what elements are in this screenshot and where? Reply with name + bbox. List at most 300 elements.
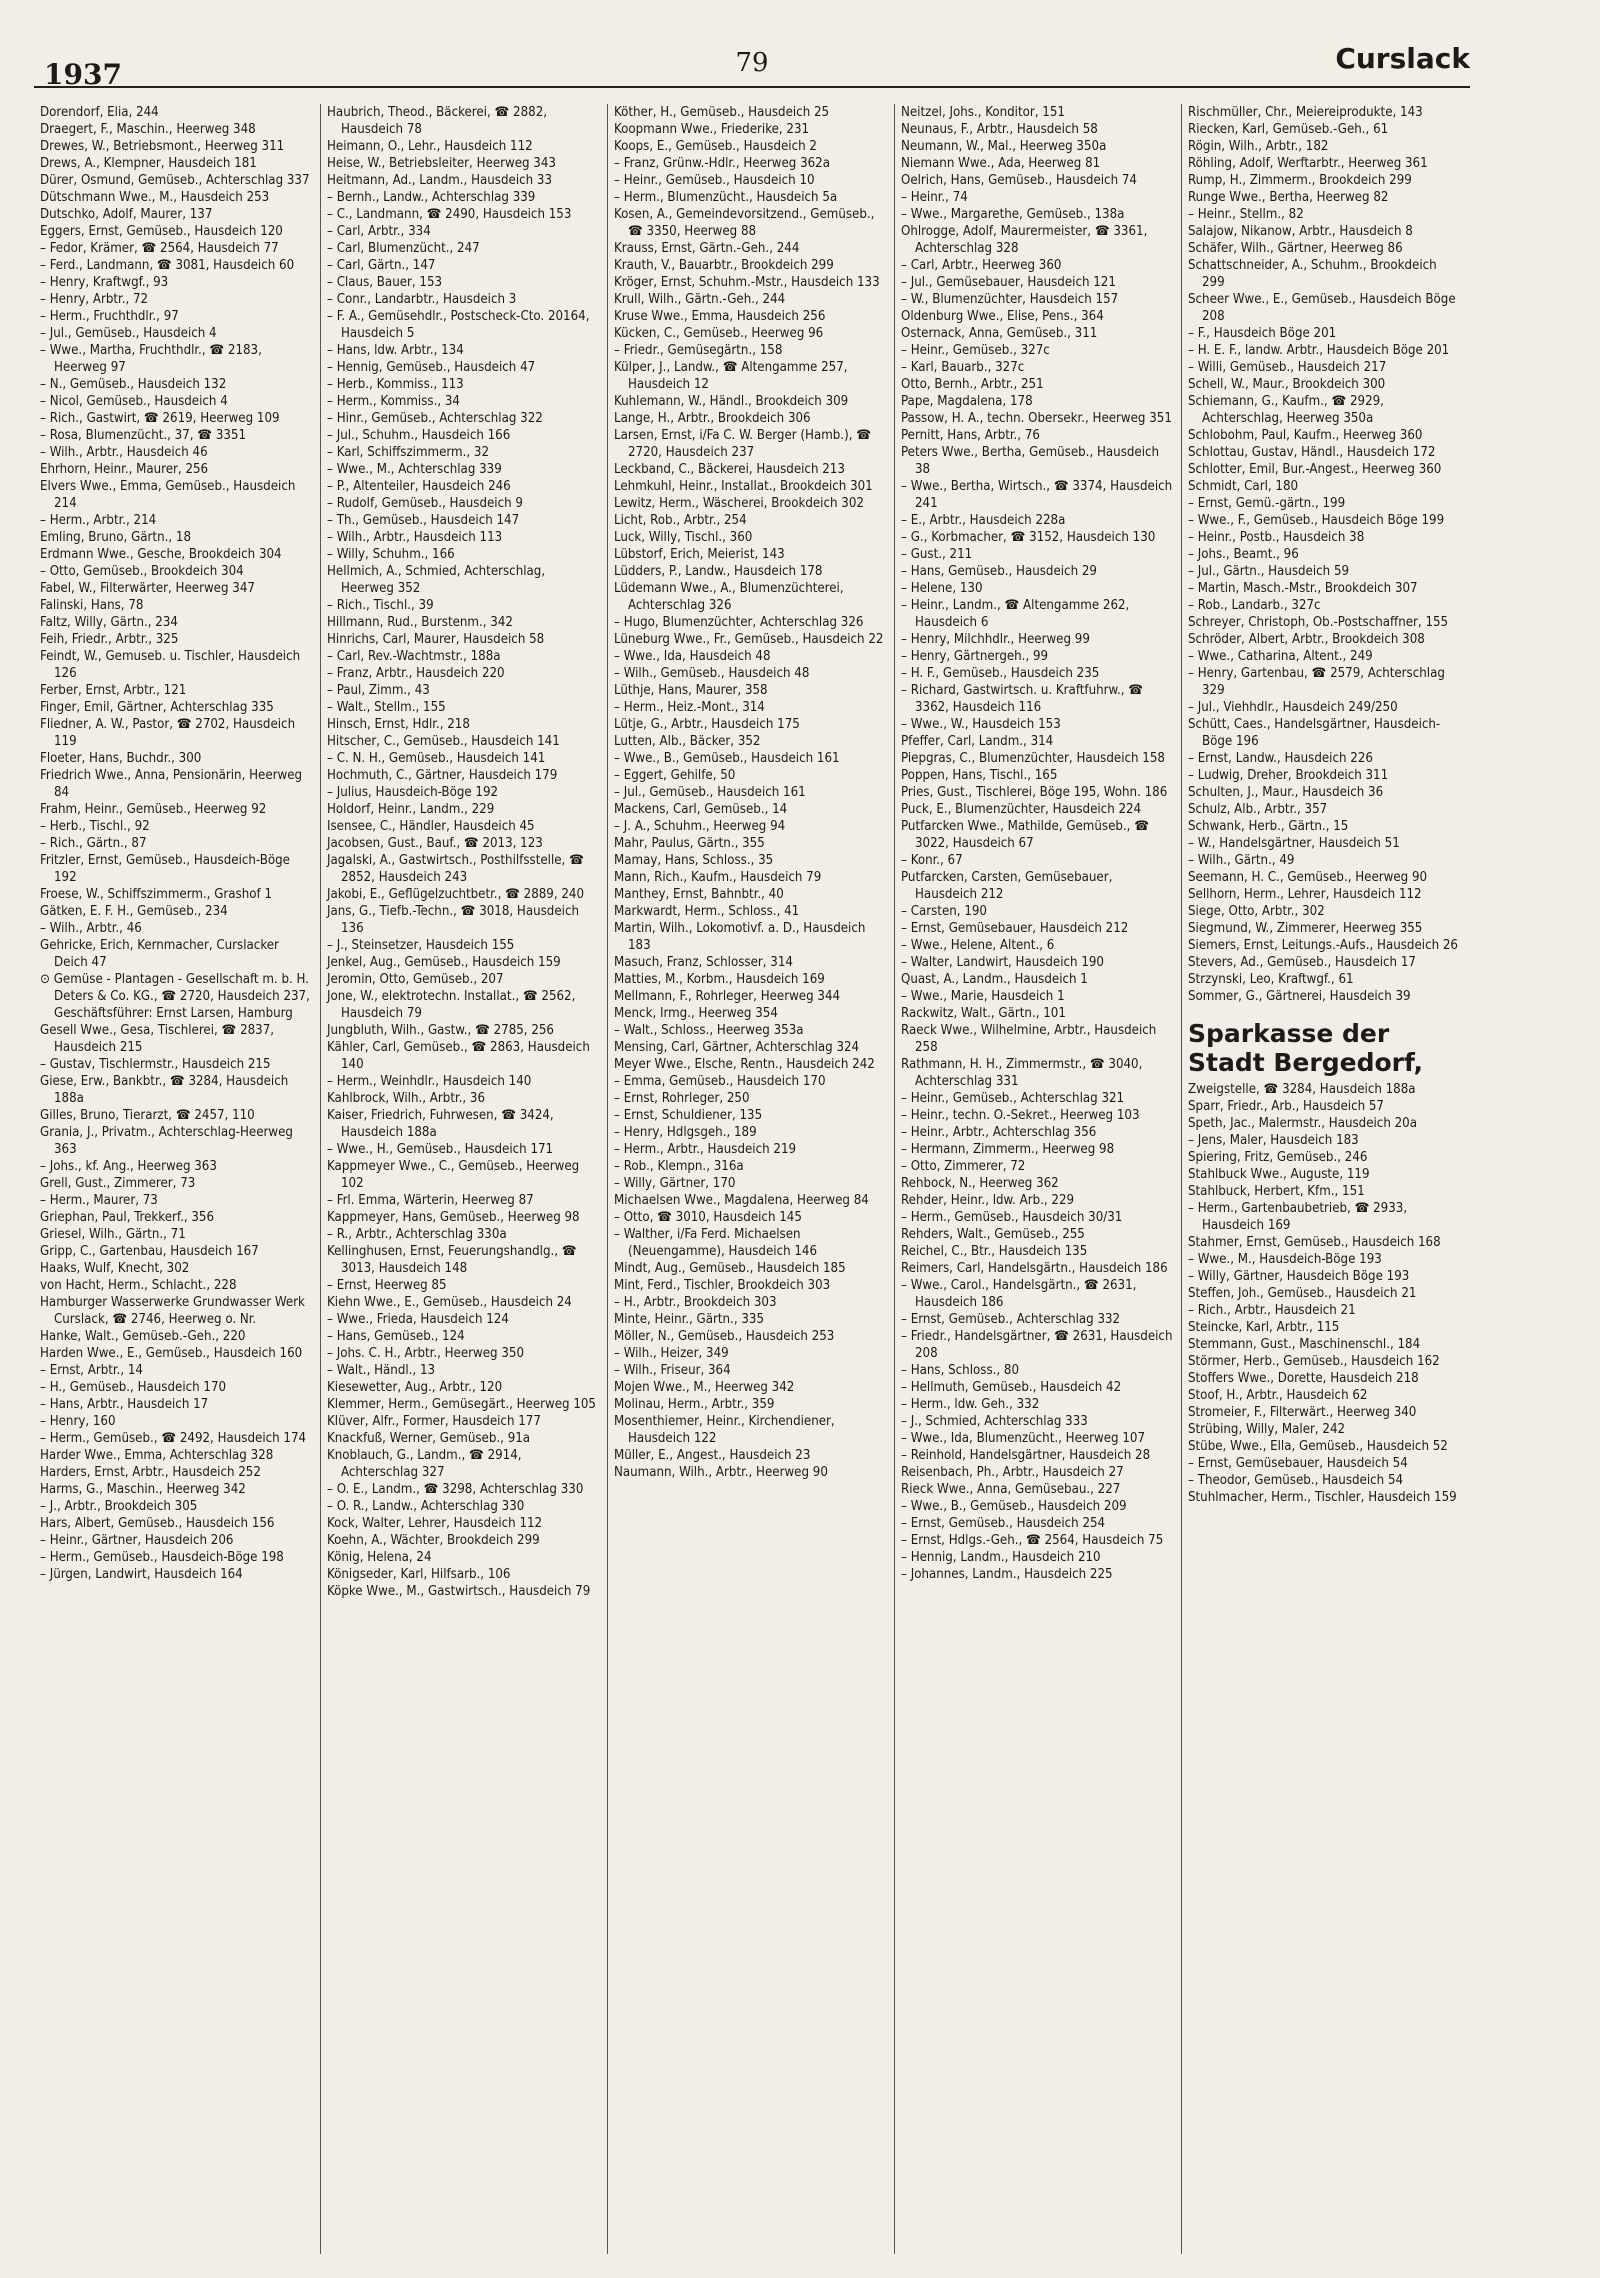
directory-entry: – Carl, Gärtn., 147 bbox=[327, 258, 436, 273]
directory-entry: – Nicol, Gemüseb., Hausdeich 4 bbox=[40, 394, 228, 409]
directory-entry: – Wwe., H., Gemüseb., Hausdeich 171 bbox=[327, 1142, 554, 1157]
directory-entry: Isensee, C., Händler, Hausdeich 45 bbox=[327, 819, 535, 834]
directory-entry: Eggers, Ernst, Gemüseb., Hausdeich 120 bbox=[40, 224, 283, 239]
directory-entry: Gätken, E. F. H., Gemüseb., 234 bbox=[40, 904, 228, 919]
directory-entry: Lüdemann Wwe., A., Blumenzüchterei, Achterschlag 326 bbox=[614, 581, 844, 613]
directory-entry: – Hugo, Blumenzüchter, Achterschlag 326 bbox=[614, 615, 864, 630]
directory-entry: Jeromin, Otto, Gemüseb., 207 bbox=[327, 972, 504, 987]
directory-entry: Michaelsen Wwe., Magdalena, Heerweg 84 bbox=[614, 1193, 869, 1208]
directory-entry: – Heinr., Landm., ☎ Altengamme 262, Hausdeich 6 bbox=[901, 598, 1130, 630]
directory-entry: – Karl, Schiffszimmerm., 32 bbox=[327, 445, 489, 460]
directory-entry: Külper, J., Landw., ☎ Altengamme 257, Hausdeich 12 bbox=[614, 360, 848, 392]
directory-entry: – Jul., Gemüseb., Hausdeich 161 bbox=[614, 785, 806, 800]
directory-entry: Stuhlmacher, Herm., Tischler, Hausdeich 159 bbox=[1188, 1490, 1457, 1505]
directory-entry: – W., Handelsgärtner, Hausdeich 51 bbox=[1188, 836, 1400, 851]
directory-entry: Harms, G., Maschin., Heerweg 342 bbox=[40, 1482, 246, 1497]
directory-entry: – Herm., Arbtr., Hausdeich 219 bbox=[614, 1142, 797, 1157]
directory-entry: Faltz, Willy, Gärtn., 234 bbox=[40, 615, 178, 630]
directory-entry: Lüdders, P., Landw., Hausdeich 178 bbox=[614, 564, 823, 579]
directory-entry: Griephan, Paul, Trekkerf., 356 bbox=[40, 1210, 215, 1225]
directory-entry: Stahmer, Ernst, Gemüseb., Hausdeich 168 bbox=[1188, 1235, 1441, 1250]
directory-entry: Pries, Gust., Tischlerei, Böge 195, Wohn. 186 bbox=[901, 785, 1168, 800]
directory-entry: Heise, W., Betriebsleiter, Heerweg 343 bbox=[327, 156, 556, 171]
directory-entry: Menck, Irmg., Heerweg 354 bbox=[614, 1006, 778, 1021]
directory-entry: – Henry, 160 bbox=[40, 1414, 116, 1429]
directory-entry: – Ernst, Hdlgs.-Geh., ☎ 2564, Hausdeich 75 bbox=[901, 1533, 1164, 1548]
directory-entry: – Wwe., Helene, Altent., 6 bbox=[901, 938, 1055, 953]
directory-entry: – Paul, Zimm., 43 bbox=[327, 683, 430, 698]
directory-entry: Hanke, Walt., Gemüseb.-Geh., 220 bbox=[40, 1329, 246, 1344]
directory-entry: – Fedor, Krämer, ☎ 2564, Hausdeich 77 bbox=[40, 241, 279, 256]
directory-entry: – Rudolf, Gemüseb., Hausdeich 9 bbox=[327, 496, 523, 511]
directory-entry: – Friedr., Gemüsegärtn., 158 bbox=[614, 343, 783, 358]
directory-entry: – J., Arbtr., Brookdeich 305 bbox=[40, 1499, 198, 1514]
directory-entry: – Ernst, Heerweg 85 bbox=[327, 1278, 447, 1293]
directory-entry: – Heinr., Postb., Hausdeich 38 bbox=[1188, 530, 1365, 545]
directory-entry: Knoblauch, G., Landm., ☎ 2914, Achterschlag 327 bbox=[327, 1448, 522, 1480]
directory-entry: – Ernst, Landw., Hausdeich 226 bbox=[1188, 751, 1373, 766]
directory-entry: Neunaus, F., Arbtr., Hausdeich 58 bbox=[901, 122, 1098, 137]
directory-entry: Siemers, Ernst, Leitungs.-Aufs., Hausdeich 26 bbox=[1188, 938, 1458, 953]
directory-entry: – Carl, Arbtr., 334 bbox=[327, 224, 431, 239]
directory-entry: Schröder, Albert, Arbtr., Brookdeich 308 bbox=[1188, 632, 1425, 647]
directory-entry: – Wwe., M., Achterschlag 339 bbox=[327, 462, 502, 477]
directory-entry: Froese, W., Schiffszimmerm., Grashof 1 bbox=[40, 887, 273, 902]
directory-entry: – Rich., Tischl., 39 bbox=[327, 598, 434, 613]
directory-entry: ⊙ Gemüse - Plantagen - Gesellschaft m. b. H. Deters & Co. KG., ☎ 2720, Hausdeich 237, Geschäftsführer: Ernst Larsen, Hamburg bbox=[40, 972, 310, 1021]
directory-entry: Stübe, Wwe., Ella, Gemüseb., Hausdeich 52 bbox=[1188, 1439, 1448, 1454]
page-number: 79 bbox=[735, 48, 769, 78]
directory-entry: – Wwe., Catharina, Altent., 249 bbox=[1188, 649, 1373, 664]
directory-entry: – Jul., Viehhdlr., Hausdeich 249/250 bbox=[1188, 700, 1398, 715]
directory-entry: Grell, Gust., Zimmerer, 73 bbox=[40, 1176, 196, 1191]
directory-entry: – Herm., Gartenbaubetrieb, ☎ 2933, Hausdeich 169 bbox=[1188, 1201, 1408, 1233]
directory-entry: Köpke Wwe., M., Gastwirtsch., Hausdeich 79 bbox=[327, 1584, 591, 1599]
directory-entry: Pape, Magdalena, 178 bbox=[901, 394, 1033, 409]
directory-entry: – H., Gemüseb., Hausdeich 170 bbox=[40, 1380, 227, 1395]
directory-entry: – Wilh., Arbtr., Hausdeich 113 bbox=[327, 530, 503, 545]
directory-entry: Mann, Rich., Kaufm., Hausdeich 79 bbox=[614, 870, 822, 885]
directory-entry: Osternack, Anna, Gemüseb., 311 bbox=[901, 326, 1098, 341]
directory-entry: Matties, M., Korbm., Hausdeich 169 bbox=[614, 972, 825, 987]
directory-entry: – Rich., Gärtn., 87 bbox=[40, 836, 147, 851]
directory-entry: Schlottau, Gustav, Händl., Hausdeich 172 bbox=[1188, 445, 1436, 460]
directory-entry: Gesell Wwe., Gesa, Tischlerei, ☎ 2837, Hausdeich 215 bbox=[40, 1023, 275, 1055]
directory-entry: Kaiser, Friedrich, Fuhrwesen, ☎ 3424, Hausdeich 188a bbox=[327, 1108, 554, 1140]
directory-entry: – Friedr., Handelsgärtner, ☎ 2631, Hausdeich 208 bbox=[901, 1329, 1173, 1361]
directory-entry: – Heinr., Gemüseb., Achterschlag 321 bbox=[901, 1091, 1125, 1106]
directory-entry: Manthey, Ernst, Bahnbtr., 40 bbox=[614, 887, 784, 902]
directory-entry: – Wwe., Marie, Hausdeich 1 bbox=[901, 989, 1065, 1004]
directory-entry: – Herm., Fruchthdlr., 97 bbox=[40, 309, 179, 324]
directory-entry: Quast, A., Landm., Hausdeich 1 bbox=[901, 972, 1088, 987]
directory-entry: – Heinr., 74 bbox=[901, 190, 968, 205]
directory-entry: – Frl. Emma, Wärterin, Heerweg 87 bbox=[327, 1193, 534, 1208]
directory-entry: – Rob., Landarb., 327c bbox=[1188, 598, 1321, 613]
directory-entry: Klemmer, Herm., Gemüsegärt., Heerweg 105 bbox=[327, 1397, 596, 1412]
directory-entry: – Jul., Gärtn., Hausdeich 59 bbox=[1188, 564, 1350, 579]
directory-entry: Leckband, C., Bäckerei, Hausdeich 213 bbox=[614, 462, 845, 477]
directory-entry: Schell, W., Maur., Brookdeich 300 bbox=[1188, 377, 1386, 392]
directory-entry: – Heinr., Stellm., 82 bbox=[1188, 207, 1304, 222]
directory-entry: – Rich., Gastwirt, ☎ 2619, Heerweg 109 bbox=[40, 411, 280, 426]
directory-entry: Harden Wwe., E., Gemüseb., Hausdeich 160 bbox=[40, 1346, 303, 1361]
directory-entry: Fliedner, A. W., Pastor, ☎ 2702, Hausdeich 119 bbox=[40, 717, 296, 749]
directory-entry: von Hacht, Herm., Schlacht., 228 bbox=[40, 1278, 237, 1293]
directory-entry: Mensing, Carl, Gärtner, Achterschlag 324 bbox=[614, 1040, 860, 1055]
directory-entry: – E., Arbtr., Hausdeich 228a bbox=[901, 513, 1066, 528]
directory-entry: – O. R., Landw., Achterschlag 330 bbox=[327, 1499, 525, 1514]
directory-entry: Kock, Walter, Lehrer, Hausdeich 112 bbox=[327, 1516, 543, 1531]
directory-entry: – Johannes, Landm., Hausdeich 225 bbox=[901, 1567, 1113, 1582]
directory-entry: Schattschneider, A., Schuhm., Brookdeich 299 bbox=[1188, 258, 1437, 290]
directory-entry: Piepgras, C., Blumenzüchter, Hausdeich 158 bbox=[901, 751, 1165, 766]
directory-entry: Rieck Wwe., Anna, Gemüsebau., 227 bbox=[901, 1482, 1121, 1497]
directory-entry: – Herb., Tischl., 92 bbox=[40, 819, 150, 834]
directory-entry: Peters Wwe., Bertha, Gemüseb., Hausdeich 38 bbox=[901, 445, 1160, 477]
directory-entry: Puck, E., Blumenzüchter, Hausdeich 224 bbox=[901, 802, 1142, 817]
directory-entry: – Herm., Arbtr., 214 bbox=[40, 513, 157, 528]
directory-entry: – Bernh., Landw., Achterschlag 339 bbox=[327, 190, 536, 205]
directory-entry: Lewitz, Herm., Wäscherei, Brookdeich 302 bbox=[614, 496, 864, 511]
directory-entry: Minte, Heinr., Gärtn., 335 bbox=[614, 1312, 765, 1327]
directory-entry: Kellinghusen, Ernst, Feuerungshandlg., ☎ 3013, Hausdeich 148 bbox=[327, 1244, 577, 1276]
directory-entry: Reimers, Carl, Handelsgärtn., Hausdeich 186 bbox=[901, 1261, 1168, 1276]
directory-entry: – Ferd., Landmann, ☎ 3081, Hausdeich 60 bbox=[40, 258, 295, 273]
directory-entry: Molinau, Herm., Arbtr., 359 bbox=[614, 1397, 775, 1412]
directory-entry: Neumann, W., Mal., Heerweg 350a bbox=[901, 139, 1107, 154]
directory-entry: – Heinr., Gemüseb., Hausdeich 10 bbox=[614, 173, 815, 188]
directory-entry: – Carl, Rev.-Wachtmstr., 188a bbox=[327, 649, 501, 664]
directory-entry: Runge Wwe., Bertha, Heerweg 82 bbox=[1188, 190, 1389, 205]
directory-entry: – Herm., Gemüseb., Hausdeich-Böge 198 bbox=[40, 1550, 284, 1565]
directory-entry: – Wwe., F., Gemüseb., Hausdeich Böge 199 bbox=[1188, 513, 1445, 528]
directory-entry: Reisenbach, Ph., Arbtr., Hausdeich 27 bbox=[901, 1465, 1124, 1480]
directory-entry: Lüthje, Hans, Maurer, 358 bbox=[614, 683, 768, 698]
directory-entry: – Jürgen, Landwirt, Hausdeich 164 bbox=[40, 1567, 243, 1582]
directory-entry: Kappmeyer Wwe., C., Gemüseb., Heerweg 102 bbox=[327, 1159, 580, 1191]
directory-entry: – Hinr., Gemüseb., Achterschlag 322 bbox=[327, 411, 543, 426]
directory-entry: Kücken, C., Gemüseb., Heerweg 96 bbox=[614, 326, 824, 341]
directory-entry: Dürer, Osmund, Gemüseb., Achterschlag 337 bbox=[40, 173, 310, 188]
directory-entry: – P., Altenteiler, Hausdeich 246 bbox=[327, 479, 511, 494]
directory-entry: Draegert, F., Maschin., Heerweg 348 bbox=[40, 122, 256, 137]
directory-entry: – Hermann, Zimmerm., Heerweg 98 bbox=[901, 1142, 1115, 1157]
directory-entry: – J., Steinsetzer, Hausdeich 155 bbox=[327, 938, 515, 953]
directory-entry: – Ernst, Gemüsebauer, Hausdeich 212 bbox=[901, 921, 1129, 936]
directory-entry: Mint, Ferd., Tischler, Brookdeich 303 bbox=[614, 1278, 831, 1293]
directory-entry: Hars, Albert, Gemüseb., Hausdeich 156 bbox=[40, 1516, 275, 1531]
directory-entry: Grania, J., Privatm., Achterschlag-Heerweg 363 bbox=[40, 1125, 293, 1157]
directory-entry: Gripp, C., Gartenbau, Hausdeich 167 bbox=[40, 1244, 259, 1259]
directory-entry: Stevers, Ad., Gemüseb., Hausdeich 17 bbox=[1188, 955, 1416, 970]
directory-entry: – Heinr., Gärtner, Hausdeich 206 bbox=[40, 1533, 234, 1548]
column-4 bbox=[895, 104, 1182, 2254]
directory-entry: – Ernst, Gemü.-gärtn., 199 bbox=[1188, 496, 1346, 511]
directory-entry: Lange, H., Arbtr., Brookdeich 306 bbox=[614, 411, 811, 426]
directory-entry: – Conr., Landarbtr., Hausdeich 3 bbox=[327, 292, 517, 307]
directory-entry: Siegmund, W., Zimmerer, Heerweg 355 bbox=[1188, 921, 1423, 936]
directory-entry: – Johs., Beamt., 96 bbox=[1188, 547, 1299, 562]
directory-entry: Mahr, Paulus, Gärtn., 355 bbox=[614, 836, 765, 851]
directory-entry: Rathmann, H. H., Zimmermstr., ☎ 3040, Achterschlag 331 bbox=[901, 1057, 1143, 1089]
directory-entry: – Emma, Gemüseb., Hausdeich 170 bbox=[614, 1074, 826, 1089]
directory-entry: – Hans, Schloss., 80 bbox=[901, 1363, 1020, 1378]
directory-entry: Pernitt, Hans, Arbtr., 76 bbox=[901, 428, 1040, 443]
advertisement-heading: Sparkasse der Stadt Bergedorf, bbox=[1188, 1019, 1423, 1077]
directory-entry: – Johs., kf. Ang., Heerweg 363 bbox=[40, 1159, 217, 1174]
directory-entry: – Franz, Grünw.-Hdlr., Heerweg 362a bbox=[614, 156, 830, 171]
directory-entry: Rump, H., Zimmerm., Brookdeich 299 bbox=[1188, 173, 1412, 188]
directory-entry: Hinrichs, Carl, Maurer, Hausdeich 58 bbox=[327, 632, 545, 647]
directory-entry: König, Helena, 24 bbox=[327, 1550, 432, 1565]
directory-entry: – Eggert, Gehilfe, 50 bbox=[614, 768, 736, 783]
directory-entry: – Henry, Kraftwgf., 93 bbox=[40, 275, 169, 290]
directory-entry: – Rich., Arbtr., Hausdeich 21 bbox=[1188, 1303, 1356, 1318]
directory-entry: Emling, Bruno, Gärtn., 18 bbox=[40, 530, 191, 545]
directory-entry: Kiehn Wwe., E., Gemüseb., Hausdeich 24 bbox=[327, 1295, 572, 1310]
directory-entry: Holdorf, Heinr., Landm., 229 bbox=[327, 802, 495, 817]
directory-entry: Jagalski, A., Gastwirtsch., Posthilfsstelle, ☎ 2852, Hausdeich 243 bbox=[327, 853, 584, 885]
directory-entry: Feindt, W., Gemuseb. u. Tischler, Hausdeich 126 bbox=[40, 649, 301, 681]
directory-entry: Kruse Wwe., Emma, Hausdeich 256 bbox=[614, 309, 826, 324]
directory-entry: – H. E. F., landw. Arbtr., Hausdeich Böge 201 bbox=[1188, 343, 1450, 358]
directory-entry: – Wilh., Arbtr., 46 bbox=[40, 921, 142, 936]
directory-entry: Falinski, Hans, 78 bbox=[40, 598, 144, 613]
directory-entry: Dorendorf, Elia, 244 bbox=[40, 105, 159, 120]
directory-entry: – Willy, Schuhm., 166 bbox=[327, 547, 455, 562]
directory-entry: – Rosa, Blumenzücht., 37, ☎ 3351 bbox=[40, 428, 247, 443]
directory-entry: Masuch, Franz, Schlosser, 314 bbox=[614, 955, 793, 970]
directory-entry: Gehricke, Erich, Kernmacher, Curslacker Deich 47 bbox=[40, 938, 279, 970]
directory-entry: – Wwe., Frieda, Hausdeich 124 bbox=[327, 1312, 509, 1327]
directory-entry: – Henry, Hdlgsgeh., 189 bbox=[614, 1125, 757, 1140]
directory-entry: – Hans, ldw. Arbtr., 134 bbox=[327, 343, 464, 358]
directory-entry: Steffen, Joh., Gemüseb., Hausdeich 21 bbox=[1188, 1286, 1417, 1301]
directory-entry: Strübing, Willy, Maler, 242 bbox=[1188, 1422, 1346, 1437]
directory-entry: Hinsch, Ernst, Hdlr., 218 bbox=[327, 717, 470, 732]
directory-entry: – Walther, i/Fa Ferd. Michaelsen (Neuengamme), Hausdeich 146 bbox=[614, 1227, 818, 1259]
directory-entry: Klüver, Alfr., Former, Hausdeich 177 bbox=[327, 1414, 541, 1429]
directory-entry: Reichel, C., Btr., Hausdeich 135 bbox=[901, 1244, 1088, 1259]
directory-entry: Krull, Wilh., Gärtn.-Geh., 244 bbox=[614, 292, 786, 307]
directory-entry: – Jens, Maler, Hausdeich 183 bbox=[1188, 1133, 1359, 1148]
directory-entry: – Th., Gemüseb., Hausdeich 147 bbox=[327, 513, 520, 528]
directory-entry: Krauth, V., Bauarbtr., Brookdeich 299 bbox=[614, 258, 834, 273]
directory-entry: Neitzel, Johs., Konditor, 151 bbox=[901, 105, 1065, 120]
directory-entry: – Herm., Gemüseb., Hausdeich 30/31 bbox=[901, 1210, 1123, 1225]
directory-entry: – Walt., Stellm., 155 bbox=[327, 700, 446, 715]
directory-entry: Scheer Wwe., E., Gemüseb., Hausdeich Böge 208 bbox=[1188, 292, 1456, 324]
directory-entry: – Otto, Zimmerer, 72 bbox=[901, 1159, 1026, 1174]
directory-entry: Rischmüller, Chr., Meiereiprodukte, 143 bbox=[1188, 105, 1423, 120]
directory-entry: Gilles, Bruno, Tierarzt, ☎ 2457, 110 bbox=[40, 1108, 255, 1123]
directory-entry: Hellmich, A., Schmied, Achterschlag, Heerweg 352 bbox=[327, 564, 546, 596]
directory-entry: Ehrhorn, Heinr., Maurer, 256 bbox=[40, 462, 209, 477]
directory-entry: – Wwe., Bertha, Wirtsch., ☎ 3374, Hausdeich 241 bbox=[901, 479, 1173, 511]
directory-entry: – Herm., Maurer, 73 bbox=[40, 1193, 158, 1208]
directory-entry: Kiesewetter, Aug., Arbtr., 120 bbox=[327, 1380, 503, 1395]
directory-entry: – Hellmuth, Gemüseb., Hausdeich 42 bbox=[901, 1380, 1122, 1395]
directory-entry: Erdmann Wwe., Gesche, Brookdeich 304 bbox=[40, 547, 282, 562]
directory-entry: – Heinr., Arbtr., Achterschlag 356 bbox=[901, 1125, 1097, 1140]
directory-entry: – Martin, Masch.-Mstr., Brookdeich 307 bbox=[1188, 581, 1418, 596]
directory-entry: Kosen, A., Gemeindevorsitzend., Gemüseb., ☎ 3350, Heerweg 88 bbox=[614, 207, 875, 239]
directory-entry: – Johs. C. H., Arbtr., Heerweg 350 bbox=[327, 1346, 524, 1361]
directory-entry: Giese, Erw., Bankbtr., ☎ 3284, Hausdeich 188a bbox=[40, 1074, 289, 1106]
directory-entry: – Willy, Gärtner, 170 bbox=[614, 1176, 736, 1191]
directory-entry: – Hans, Arbtr., Hausdeich 17 bbox=[40, 1397, 209, 1412]
directory-entry: – Wwe., B., Gemüseb., Hausdeich 161 bbox=[614, 751, 840, 766]
directory-entry: Schulz, Alb., Arbtr., 357 bbox=[1188, 802, 1328, 817]
directory-entry: – Jul., Gemüsebauer, Hausdeich 121 bbox=[901, 275, 1116, 290]
directory-entry: Putfarcken Wwe., Mathilde, Gemüseb., ☎ 3022, Hausdeich 67 bbox=[901, 819, 1149, 851]
directory-entry: – Hennig, Landm., Hausdeich 210 bbox=[901, 1550, 1101, 1565]
directory-entry: – Carl, Blumenzücht., 247 bbox=[327, 241, 480, 256]
directory-entry: Kähler, Carl, Gemüseb., ☎ 2863, Hausdeich 140 bbox=[327, 1040, 590, 1072]
directory-entry: Rehder, Heinr., ldw. Arb., 229 bbox=[901, 1193, 1075, 1208]
directory-entry: Sellhorn, Herm., Lehrer, Hausdeich 112 bbox=[1188, 887, 1422, 902]
directory-entry: Müller, E., Angest., Hausdeich 23 bbox=[614, 1448, 811, 1463]
directory-entry: Stoffers Wwe., Dorette, Hausdeich 218 bbox=[1188, 1371, 1419, 1386]
directory-entry: Lütje, G., Arbtr., Hausdeich 175 bbox=[614, 717, 800, 732]
directory-entry: – Ernst, Gemüseb., Achterschlag 332 bbox=[901, 1312, 1121, 1327]
directory-entry: Kahlbrock, Wilh., Arbtr., 36 bbox=[327, 1091, 486, 1106]
column-5 bbox=[1182, 104, 1469, 2254]
directory-entry: – G., Korbmacher, ☎ 3152, Hausdeich 130 bbox=[901, 530, 1156, 545]
directory-entry: Mindt, Aug., Gemüseb., Hausdeich 185 bbox=[614, 1261, 846, 1276]
directory-entry: – H., Arbtr., Brookdeich 303 bbox=[614, 1295, 777, 1310]
directory-entry: Lüneburg Wwe., Fr., Gemüseb., Hausdeich 22 bbox=[614, 632, 884, 647]
directory-entry: Heimann, O., Lehr., Hausdeich 112 bbox=[327, 139, 533, 154]
directory-entry: Mojen Wwe., M., Heerweg 342 bbox=[614, 1380, 795, 1395]
directory-entry: – Herm., ldw. Geh., 332 bbox=[901, 1397, 1040, 1412]
directory-entry: Hillmann, Rud., Burstenm., 342 bbox=[327, 615, 513, 630]
directory-entry: Griesel, Wilh., Gärtn., 71 bbox=[40, 1227, 186, 1242]
directory-entry: Markwardt, Herm., Schloss., 41 bbox=[614, 904, 800, 919]
directory-entry: Möller, N., Gemüseb., Hausdeich 253 bbox=[614, 1329, 835, 1344]
directory-entry: Ferber, Ernst, Arbtr., 121 bbox=[40, 683, 187, 698]
directory-entry: Pfeffer, Carl, Landm., 314 bbox=[901, 734, 1054, 749]
directory-entry: Schütt, Caes., Handelsgärtner, Hausdeich-Böge 196 bbox=[1188, 717, 1441, 749]
directory-entry: Fritzler, Ernst, Gemüseb., Hausdeich-Böge 192 bbox=[40, 853, 290, 885]
directory-entry: – Wwe., Ida, Hausdeich 48 bbox=[614, 649, 771, 664]
directory-entry: Schulten, J., Maur., Hausdeich 36 bbox=[1188, 785, 1384, 800]
directory-entry: – Wilh., Gemüseb., Hausdeich 48 bbox=[614, 666, 810, 681]
directory-entry: – Herb., Kommiss., 113 bbox=[327, 377, 464, 392]
directory-entry: – Karl, Bauarb., 327c bbox=[901, 360, 1025, 375]
directory-entry: Jenkel, Aug., Gemüseb., Hausdeich 159 bbox=[327, 955, 561, 970]
directory-entry: – Wilh., Heizer, 349 bbox=[614, 1346, 729, 1361]
directory-entry: – Hans, Gemüseb., 124 bbox=[327, 1329, 465, 1344]
directory-entry: Ohlrogge, Adolf, Maurermeister, ☎ 3361, Achterschlag 328 bbox=[901, 224, 1148, 256]
directory-entry: – Henry, Arbtr., 72 bbox=[40, 292, 149, 307]
directory-entry: Stahlbuck Wwe., Auguste, 119 bbox=[1188, 1167, 1370, 1182]
directory-entry: – Walt., Händl., 13 bbox=[327, 1363, 436, 1378]
directory-entry: – Hennig, Gemüseb., Hausdeich 47 bbox=[327, 360, 536, 375]
directory-entry: Koops, E., Gemüseb., Hausdeich 2 bbox=[614, 139, 817, 154]
directory-entry: – Wwe., Ida, Blumenzücht., Heerweg 107 bbox=[901, 1431, 1146, 1446]
directory-entry: – Gustav, Tischlermstr., Hausdeich 215 bbox=[40, 1057, 271, 1072]
directory-entry: Oelrich, Hans, Gemüseb., Hausdeich 74 bbox=[901, 173, 1137, 188]
directory-entry: Harder Wwe., Emma, Achterschlag 328 bbox=[40, 1448, 274, 1463]
directory-entry: Sommer, G., Gärtnerei, Hausdeich 39 bbox=[1188, 989, 1411, 1004]
directory-entry: Dutschko, Adolf, Maurer, 137 bbox=[40, 207, 213, 222]
directory-entry: – Heinr., Gemüseb., 327c bbox=[901, 343, 1050, 358]
directory-entry: Hitscher, C., Gemüseb., Hausdeich 141 bbox=[327, 734, 560, 749]
directory-entry: – Reinhold, Handelsgärtner, Hausdeich 28 bbox=[901, 1448, 1151, 1463]
directory-entry: – Jul., Gemüseb., Hausdeich 4 bbox=[40, 326, 217, 341]
directory-entry: Niemann Wwe., Ada, Heerweg 81 bbox=[901, 156, 1101, 171]
directory-entry: Drewes, W., Betriebsmont., Heerweg 311 bbox=[40, 139, 285, 154]
directory-entry: – Claus, Bauer, 153 bbox=[327, 275, 443, 290]
directory-entry: – Otto, Gemüseb., Brookdeich 304 bbox=[40, 564, 244, 579]
directory-entry: – Wwe., B., Gemüseb., Hausdeich 209 bbox=[901, 1499, 1127, 1514]
directory-entry: Hochmuth, C., Gärtner, Hausdeich 179 bbox=[327, 768, 558, 783]
directory-entry: Seemann, H. C., Gemüseb., Heerweg 90 bbox=[1188, 870, 1428, 885]
directory-entry: Riecken, Karl, Gemüseb.-Geh., 61 bbox=[1188, 122, 1389, 137]
directory-entry: – Herm., Kommiss., 34 bbox=[327, 394, 460, 409]
directory-entry: Elvers Wwe., Emma, Gemüseb., Hausdeich 214 bbox=[40, 479, 296, 511]
directory-entry: – Wwe., Margarethe, Gemüseb., 138a bbox=[901, 207, 1125, 222]
directory-entry: Lübstorf, Erich, Meierist, 143 bbox=[614, 547, 785, 562]
directory-entry: Haubrich, Theod., Bäckerei, ☎ 2882, Hausdeich 78 bbox=[327, 105, 548, 137]
directory-entry: – Herm., Weinhdlr., Hausdeich 140 bbox=[327, 1074, 532, 1089]
directory-entry: Sparr, Friedr., Arb., Hausdeich 57 bbox=[1188, 1099, 1384, 1114]
directory-entry: – Wilh., Gärtn., 49 bbox=[1188, 853, 1295, 868]
directory-entry: Strzynski, Leo, Kraftwgf., 61 bbox=[1188, 972, 1354, 987]
directory-entry: – J., Schmied, Achterschlag 333 bbox=[901, 1414, 1088, 1429]
directory-entry: Köther, H., Gemüseb., Hausdeich 25 bbox=[614, 105, 830, 120]
directory-entry: – R., Arbtr., Achterschlag 330a bbox=[327, 1227, 507, 1242]
directory-entry: – Willy, Gärtner, Hausdeich Böge 193 bbox=[1188, 1269, 1410, 1284]
directory-entry: Passow, H. A., techn. Obersekr., Heerweg 351 bbox=[901, 411, 1172, 426]
directory-entry: Haaks, Wulf, Knecht, 302 bbox=[40, 1261, 190, 1276]
directory-entry: – Ernst, Schuldiener, 135 bbox=[614, 1108, 763, 1123]
directory-entry: Kröger, Ernst, Schuhm.-Mstr., Hausdeich 133 bbox=[614, 275, 880, 290]
directory-entry: Krauss, Ernst, Gärtn.-Geh., 244 bbox=[614, 241, 800, 256]
directory-entry: – Walt., Schloss., Heerweg 353a bbox=[614, 1023, 804, 1038]
directory-entry: – Wilh., Friseur, 364 bbox=[614, 1363, 731, 1378]
directory-entry: – Richard, Gastwirtsch. u. Kraftfuhrw., ☎ 3362, Hausdeich 116 bbox=[901, 683, 1144, 715]
directory-entry: Frahm, Heinr., Gemüseb., Heerweg 92 bbox=[40, 802, 267, 817]
directory-entry: Stahlbuck, Herbert, Kfm., 151 bbox=[1188, 1184, 1365, 1199]
directory-entry: – Carl, Arbtr., Heerweg 360 bbox=[901, 258, 1062, 273]
directory-entry: Spiering, Fritz, Gemüseb., 246 bbox=[1188, 1150, 1368, 1165]
directory-entry: Jakobi, E., Geflügelzuchtbetr., ☎ 2889, 240 bbox=[327, 887, 585, 902]
directory-entry: Poppen, Hans, Tischl., 165 bbox=[901, 768, 1058, 783]
directory-entry: Salajow, Nikanow, Arbtr., Hausdeich 8 bbox=[1188, 224, 1413, 239]
directory-entry: – Ernst, Rohrleger, 250 bbox=[614, 1091, 750, 1106]
directory-entry: Fabel, W., Filterwärter, Heerweg 347 bbox=[40, 581, 255, 596]
directory-entry: – Heinr., techn. O.-Sekret., Heerweg 103 bbox=[901, 1108, 1140, 1123]
directory-entry: – N., Gemüseb., Hausdeich 132 bbox=[40, 377, 227, 392]
directory-entry: Rögin, Wilh., Arbtr., 182 bbox=[1188, 139, 1329, 154]
directory-entry: – Otto, ☎ 3010, Hausdeich 145 bbox=[614, 1210, 802, 1225]
directory-entry: Kuhlemann, W., Händl., Brookdeich 309 bbox=[614, 394, 849, 409]
directory-entry: Naumann, Wilh., Arbtr., Heerweg 90 bbox=[614, 1465, 828, 1480]
directory-entry: – Ernst, Gemüseb., Hausdeich 254 bbox=[901, 1516, 1106, 1531]
directory-entry: – W., Blumenzüchter, Hausdeich 157 bbox=[901, 292, 1119, 307]
directory-entry: – Henry, Gärtnergeh., 99 bbox=[901, 649, 1049, 664]
directory-entry: Feih, Friedr., Arbtr., 325 bbox=[40, 632, 179, 647]
directory-entry: Koehn, A., Wächter, Brookdeich 299 bbox=[327, 1533, 540, 1548]
directory-entry: Hamburger Wasserwerke Grundwasser Werk Curslack, ☎ 2746, Heerweg o. Nr. bbox=[40, 1295, 305, 1327]
directory-entry: Schlotter, Emil, Bur.-Angest., Heerweg 360 bbox=[1188, 462, 1442, 477]
column-1 bbox=[34, 104, 321, 2254]
directory-entry: Königseder, Karl, Hilfsarb., 106 bbox=[327, 1567, 511, 1582]
directory-entry: Kappmeyer, Hans, Gemüseb., Heerweg 98 bbox=[327, 1210, 580, 1225]
